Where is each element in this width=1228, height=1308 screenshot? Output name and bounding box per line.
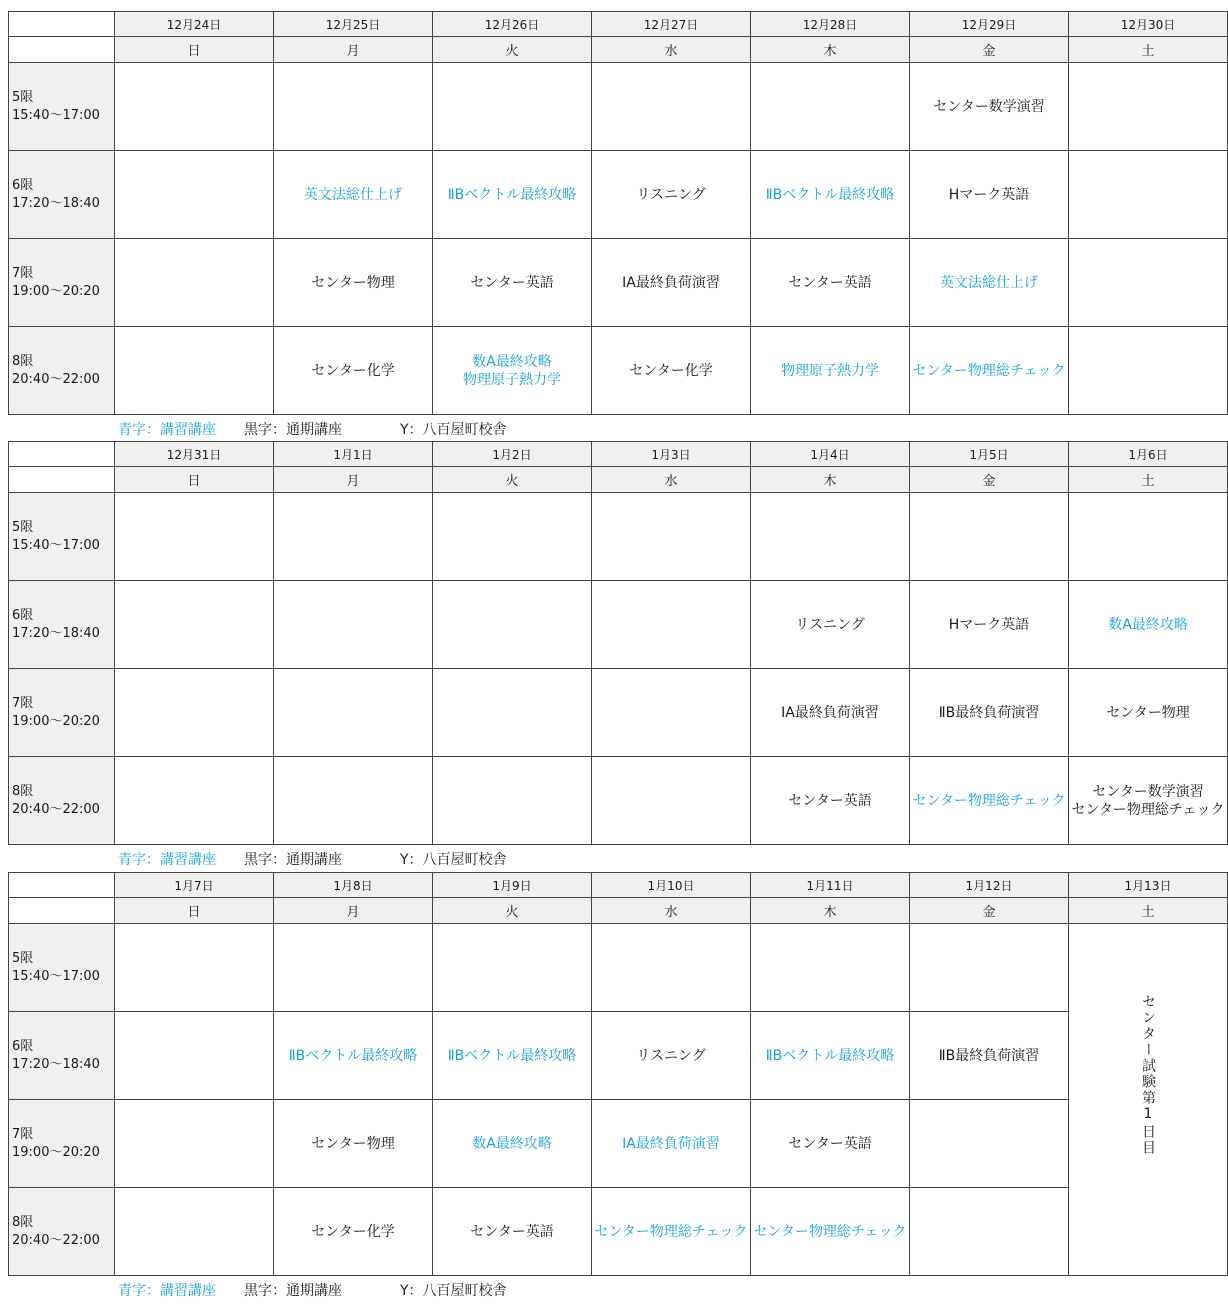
- weekday-header: 土: [1069, 37, 1228, 63]
- period-row: [9, 239, 1228, 327]
- corner-cell: [9, 37, 115, 63]
- class-cell: [751, 1100, 910, 1188]
- date-header: 12月24日: [115, 12, 274, 37]
- period-name: 5限: [12, 950, 34, 966]
- course-name: 英文法総仕上げ: [940, 274, 1038, 291]
- period-label: [9, 1100, 115, 1188]
- class-cell: [274, 1188, 433, 1276]
- course-name: センター物理: [311, 1135, 395, 1152]
- class-cell: [751, 581, 910, 669]
- class-cell: [751, 1012, 910, 1100]
- class-cell: [115, 581, 274, 669]
- class-cell: [1069, 757, 1228, 845]
- exam-day-label: センター試験第1日目: [1140, 994, 1156, 1156]
- weekday-header: 月: [274, 898, 433, 924]
- course-name: センター物理: [311, 274, 395, 291]
- course-name: Hマーク英語: [948, 616, 1030, 633]
- corner-cell: [9, 467, 115, 493]
- course-name: 物理原子熱力学: [781, 362, 879, 379]
- weekday-header: 水: [592, 898, 751, 924]
- weekday-header-row: [9, 467, 1228, 493]
- class-cell: [433, 757, 592, 845]
- class-cell: [592, 669, 751, 757]
- weekday-header-row: [9, 37, 1228, 63]
- period-time: 15:40～17:00: [12, 968, 100, 984]
- course-name: センター物理総チェック: [594, 1223, 748, 1240]
- class-cell: [592, 151, 751, 239]
- course-name: ⅡBベクトル最終攻略: [447, 1047, 577, 1064]
- class-cell: [910, 239, 1069, 327]
- period-label: [9, 63, 115, 151]
- course-name: センター物理総チェック: [1071, 801, 1225, 818]
- weekday-header: 月: [274, 467, 433, 493]
- legend-campus: Y：八百屋町校舎: [400, 1283, 507, 1299]
- class-cell: [274, 1100, 433, 1188]
- course-name: Hマーク英語: [948, 186, 1030, 203]
- class-cell: [274, 63, 433, 151]
- weekday-header: 水: [592, 37, 751, 63]
- class-cell: [592, 239, 751, 327]
- class-cell: [274, 581, 433, 669]
- legend-blue: 青字：講習講座: [118, 422, 216, 438]
- period-label: [9, 581, 115, 669]
- weekday-header: 火: [433, 898, 592, 924]
- date-header: 1月11日: [751, 873, 910, 898]
- class-cell: [115, 757, 274, 845]
- period-name: 7限: [12, 695, 34, 711]
- course-name: センター物理: [1106, 704, 1190, 721]
- date-header: 1月4日: [751, 442, 910, 467]
- date-header: 1月7日: [115, 873, 274, 898]
- period-name: 5限: [12, 89, 34, 105]
- course-name: リスニング: [636, 186, 706, 203]
- class-cell: [910, 924, 1069, 1012]
- course-name: センター英語: [788, 792, 872, 809]
- class-cell: [592, 493, 751, 581]
- course-name: ⅡBベクトル最終攻略: [765, 186, 895, 203]
- class-cell: [115, 239, 274, 327]
- period-name: 7限: [12, 1126, 34, 1142]
- class-cell: [115, 924, 274, 1012]
- period-time: 20:40～22:00: [12, 801, 100, 817]
- period-time: 15:40～17:00: [12, 107, 100, 123]
- weekday-header: 木: [751, 467, 910, 493]
- class-cell: [910, 757, 1069, 845]
- legend-campus: Y：八百屋町校舎: [400, 422, 507, 438]
- period-row: [9, 151, 1228, 239]
- class-cell: [1069, 669, 1228, 757]
- corner-cell: [9, 873, 115, 898]
- class-cell: [274, 669, 433, 757]
- class-cell: [115, 151, 274, 239]
- period-row: [9, 1100, 1228, 1188]
- class-cell: [274, 493, 433, 581]
- weekday-header: 水: [592, 467, 751, 493]
- weekday-header: 日: [115, 467, 274, 493]
- period-name: 6限: [12, 177, 34, 193]
- period-time: 19:00～20:20: [12, 713, 100, 729]
- class-cell: [274, 239, 433, 327]
- course-name: センター化学: [311, 362, 395, 379]
- legend-black: 黒字：通期講座: [244, 422, 342, 438]
- course-name: ⅠA最終負荷演習: [622, 1135, 720, 1152]
- class-cell: [1069, 151, 1228, 239]
- period-label: [9, 151, 115, 239]
- class-cell: [433, 1012, 592, 1100]
- date-header: 12月30日: [1069, 12, 1228, 37]
- weekday-header-row: [9, 898, 1228, 924]
- period-row: [9, 581, 1228, 669]
- class-cell: [751, 669, 910, 757]
- course-name: センター物理総チェック: [912, 792, 1066, 809]
- date-header: 1月5日: [910, 442, 1069, 467]
- period-label: [9, 493, 115, 581]
- date-header: 12月27日: [592, 12, 751, 37]
- weekday-header: 火: [433, 467, 592, 493]
- period-label: [9, 327, 115, 415]
- period-label: [9, 757, 115, 845]
- course-name: 物理原子熱力学: [463, 371, 561, 388]
- date-header: 1月2日: [433, 442, 592, 467]
- period-label: [9, 669, 115, 757]
- class-cell: [1069, 493, 1228, 581]
- class-cell: [1069, 581, 1228, 669]
- week-schedule-table: [8, 11, 1228, 415]
- period-label: [9, 239, 115, 327]
- date-header: 1月8日: [274, 873, 433, 898]
- class-cell: [910, 1188, 1069, 1276]
- weekday-header: 月: [274, 37, 433, 63]
- class-cell: [1069, 239, 1228, 327]
- period-time: 17:20～18:40: [12, 625, 100, 641]
- period-time: 17:20～18:40: [12, 1056, 100, 1072]
- weekday-header: 日: [115, 37, 274, 63]
- class-cell: [910, 1100, 1069, 1188]
- date-header: 12月26日: [433, 12, 592, 37]
- weekday-header: 木: [751, 37, 910, 63]
- period-row: [9, 63, 1228, 151]
- class-cell: [115, 1188, 274, 1276]
- class-cell: [592, 757, 751, 845]
- class-cell: [274, 1012, 433, 1100]
- period-row: [9, 1188, 1228, 1276]
- weekday-header: 土: [1069, 467, 1228, 493]
- course-name: センター数学演習: [933, 98, 1045, 115]
- legend: [118, 848, 507, 870]
- period-label: [9, 924, 115, 1012]
- period-time: 17:20～18:40: [12, 195, 100, 211]
- course-name: リスニング: [795, 616, 865, 633]
- period-row: [9, 493, 1228, 581]
- date-header-row: [9, 442, 1228, 467]
- date-header: 1月13日: [1069, 873, 1228, 898]
- class-cell: [433, 1188, 592, 1276]
- period-time: 20:40～22:00: [12, 1232, 100, 1248]
- course-name: 数A最終攻略: [472, 353, 552, 370]
- weekday-header: 金: [910, 37, 1069, 63]
- period-row: [9, 924, 1228, 1012]
- class-cell: [751, 327, 910, 415]
- date-header: 1月1日: [274, 442, 433, 467]
- period-time: 20:40～22:00: [12, 371, 100, 387]
- date-header: 12月25日: [274, 12, 433, 37]
- corner-cell: [9, 442, 115, 467]
- course-name: リスニング: [636, 1047, 706, 1064]
- date-header: 1月12日: [910, 873, 1069, 898]
- weekday-header: 日: [115, 898, 274, 924]
- class-cell: [1069, 327, 1228, 415]
- course-name: ⅡBベクトル最終攻略: [765, 1047, 895, 1064]
- period-name: 7限: [12, 265, 34, 281]
- class-cell: [115, 63, 274, 151]
- weekday-header: 火: [433, 37, 592, 63]
- class-cell: [910, 151, 1069, 239]
- course-name: ⅡB最終負荷演習: [938, 704, 1040, 721]
- class-cell: [274, 757, 433, 845]
- course-name: センター英語: [788, 1135, 872, 1152]
- course-name: センター物理総チェック: [912, 362, 1066, 379]
- class-cell: [592, 924, 751, 1012]
- corner-cell: [9, 898, 115, 924]
- legend-blue: 青字：講習講座: [118, 852, 216, 868]
- week-schedule-table: [8, 872, 1228, 1276]
- date-header: 12月29日: [910, 12, 1069, 37]
- weekday-header: 金: [910, 467, 1069, 493]
- class-cell: [592, 581, 751, 669]
- legend-campus: Y：八百屋町校舎: [400, 852, 507, 868]
- period-name: 8限: [12, 783, 34, 799]
- course-name: センター化学: [311, 1223, 395, 1240]
- class-cell: [910, 493, 1069, 581]
- class-cell: [910, 669, 1069, 757]
- course-name: センター数学演習: [1092, 783, 1204, 800]
- period-row: [9, 669, 1228, 757]
- class-cell: [433, 327, 592, 415]
- class-cell: [433, 1100, 592, 1188]
- class-cell: [910, 1012, 1069, 1100]
- date-header: 12月28日: [751, 12, 910, 37]
- period-name: 6限: [12, 1038, 34, 1054]
- date-header-row: [9, 873, 1228, 898]
- date-header-row: [9, 12, 1228, 37]
- date-header: 12月31日: [115, 442, 274, 467]
- period-label: [9, 1012, 115, 1100]
- class-cell: [433, 493, 592, 581]
- period-time: 19:00～20:20: [12, 1144, 100, 1160]
- class-cell: [751, 1188, 910, 1276]
- period-name: 5限: [12, 519, 34, 535]
- period-label: [9, 1188, 115, 1276]
- course-name: ⅡB最終負荷演習: [938, 1047, 1040, 1064]
- class-cell: [751, 757, 910, 845]
- class-cell: [751, 493, 910, 581]
- class-cell: [115, 493, 274, 581]
- class-cell: [751, 239, 910, 327]
- class-cell: [751, 63, 910, 151]
- course-name: ⅠA最終負荷演習: [781, 704, 879, 721]
- class-cell: [751, 151, 910, 239]
- period-row: [9, 1012, 1228, 1100]
- class-cell: [910, 327, 1069, 415]
- class-cell: [115, 1012, 274, 1100]
- course-name: センター英語: [788, 274, 872, 291]
- course-name: 英文法総仕上げ: [304, 186, 402, 203]
- class-cell: [433, 581, 592, 669]
- corner-cell: [9, 12, 115, 37]
- class-cell: [433, 924, 592, 1012]
- date-header: 1月6日: [1069, 442, 1228, 467]
- course-name: 数A最終攻略: [1108, 616, 1188, 633]
- legend-blue: 青字：講習講座: [118, 1283, 216, 1299]
- period-time: 19:00～20:20: [12, 283, 100, 299]
- class-cell: [910, 581, 1069, 669]
- class-cell: [592, 327, 751, 415]
- period-row: [9, 327, 1228, 415]
- class-cell: [751, 924, 910, 1012]
- period-name: 6限: [12, 607, 34, 623]
- class-cell: [274, 327, 433, 415]
- course-name: ⅠA最終負荷演習: [622, 274, 720, 291]
- date-header: 1月3日: [592, 442, 751, 467]
- weekday-header: 木: [751, 898, 910, 924]
- period-name: 8限: [12, 1214, 34, 1230]
- period-row: [9, 757, 1228, 845]
- class-cell: [592, 1188, 751, 1276]
- class-cell: [115, 327, 274, 415]
- course-name: センター物理総チェック: [753, 1223, 907, 1240]
- class-cell: [433, 669, 592, 757]
- legend: [118, 418, 507, 440]
- class-cell: [592, 1012, 751, 1100]
- date-header: 1月10日: [592, 873, 751, 898]
- course-name: ⅡBベクトル最終攻略: [288, 1047, 418, 1064]
- class-cell: [274, 151, 433, 239]
- course-name: 数A最終攻略: [472, 1135, 552, 1152]
- period-name: 8限: [12, 353, 34, 369]
- class-cell: [115, 1100, 274, 1188]
- course-name: ⅡBベクトル最終攻略: [447, 186, 577, 203]
- date-header: 1月9日: [433, 873, 592, 898]
- legend-black: 黒字：通期講座: [244, 852, 342, 868]
- course-name: センター化学: [629, 362, 713, 379]
- class-cell: [433, 63, 592, 151]
- exam-day-cell: [1069, 924, 1228, 1276]
- class-cell: [592, 1100, 751, 1188]
- course-name: センター英語: [470, 274, 554, 291]
- class-cell: [433, 151, 592, 239]
- legend: [118, 1279, 507, 1301]
- week-schedule-table: [8, 441, 1228, 845]
- class-cell: [433, 239, 592, 327]
- course-name: センター英語: [470, 1223, 554, 1240]
- class-cell: [274, 924, 433, 1012]
- weekday-header: 金: [910, 898, 1069, 924]
- class-cell: [1069, 63, 1228, 151]
- period-time: 15:40～17:00: [12, 537, 100, 553]
- class-cell: [910, 63, 1069, 151]
- class-cell: [592, 63, 751, 151]
- legend-black: 黒字：通期講座: [244, 1283, 342, 1299]
- class-cell: [115, 669, 274, 757]
- weekday-header: 土: [1069, 898, 1228, 924]
